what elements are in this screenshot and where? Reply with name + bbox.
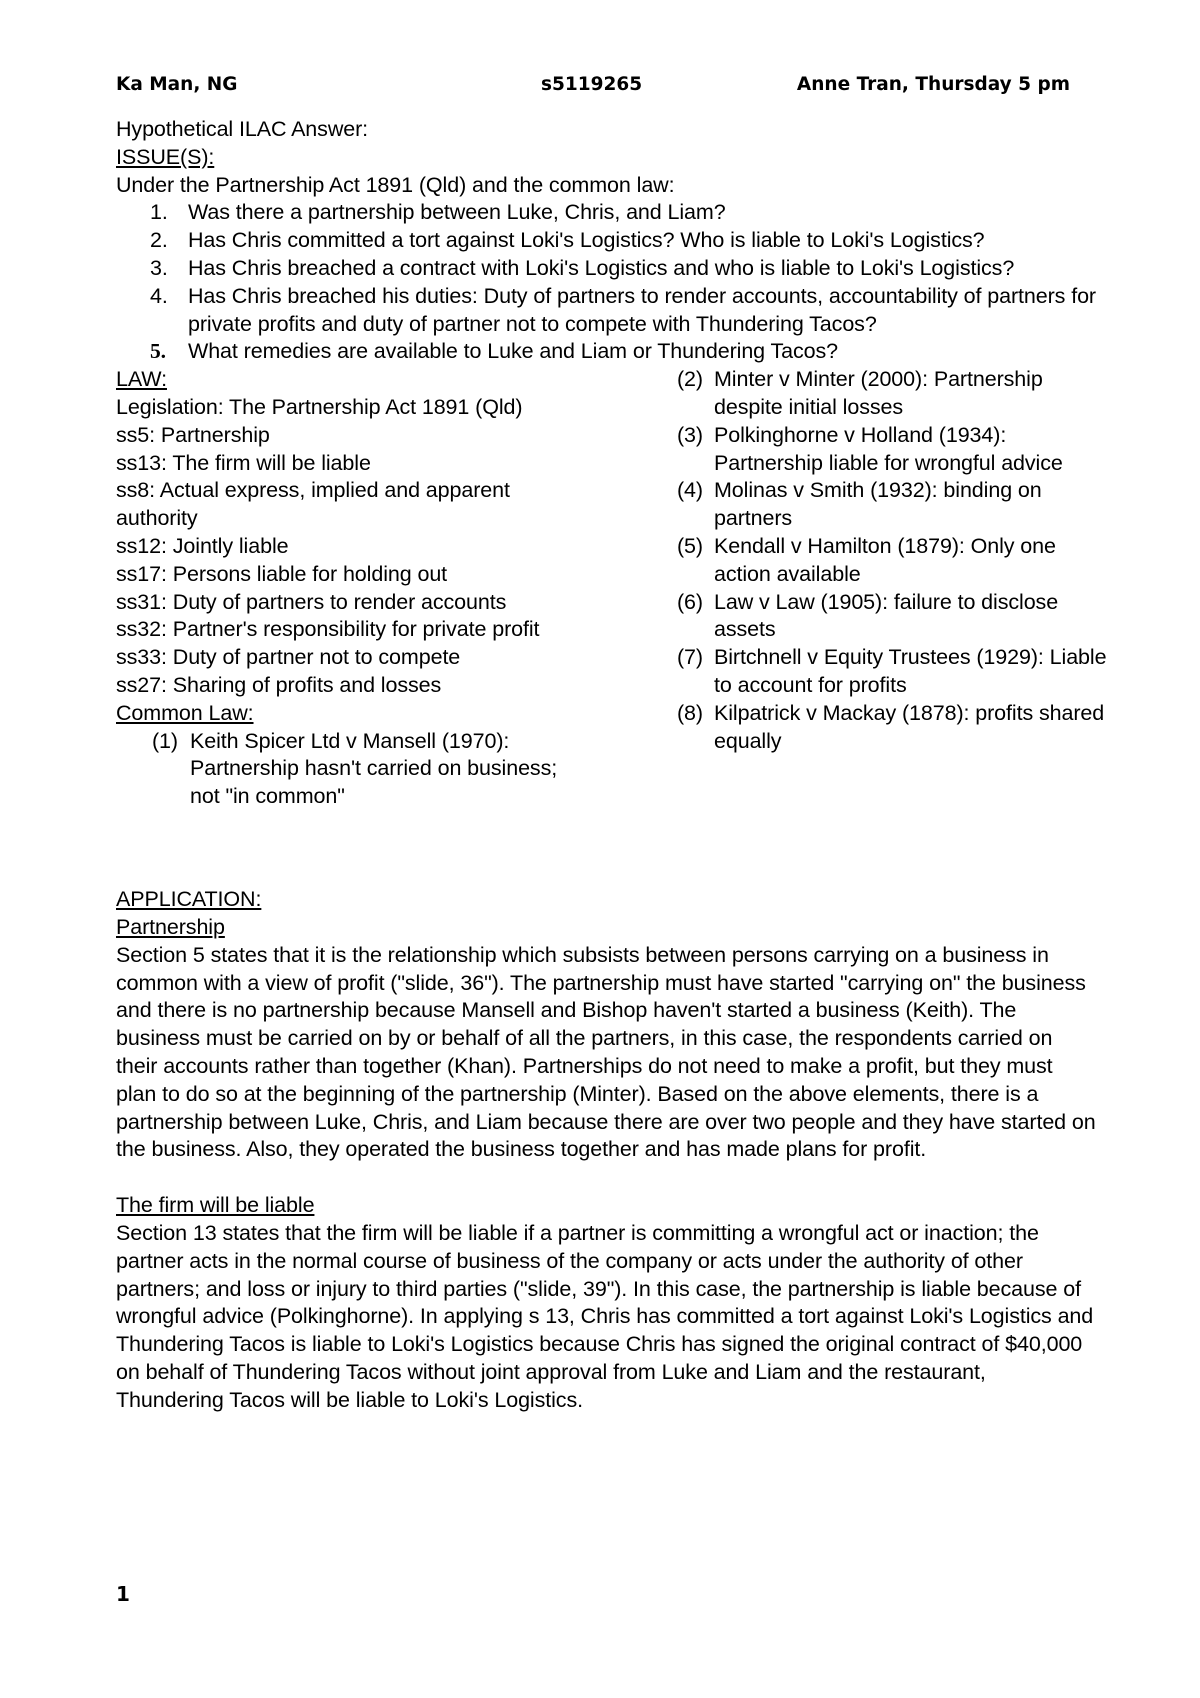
application-paragraph: Section 13 states that the firm will be liable if a partner is committing a wrongful act or inaction; the partner acts in the normal course of business of the company or acts under the authority of other partners; and loss or injury to third parties ("slide, 39"). In this case, the partnership is liable because of wrongful advice (Polkinghorne). In applying s 13, Chris has committed a tort against Loki's Logistics and Thundering Tacos is liable to Loki's Logistics because Chris has signed the original contract of $40,000 on behalf of Thundering Tacos without joint approval from Luke and Liam and the restaurant, Thundering Tacos will be liable to Loki's Logistics. <box>116 1220 1094 1412</box>
case-number: (4) <box>677 478 703 503</box>
list-number: 4. <box>150 283 168 308</box>
case-number: (1) <box>152 728 178 753</box>
document-body <box>116 116 1107 1415</box>
paragraph-spacer <box>116 1164 1096 1192</box>
list-item <box>116 227 1098 255</box>
application-paragraph: Section 5 states that it is the relationship which subsists between persons carrying on a business in common with a view of profit ("slide, 36"). The partnership must have started "carrying on" the business and there is no partnership because Mansell and Bishop haven't started a business (Keith). The business must be carried on by or behalf of all the partners, in this case, the respondents carried on their accounts rather than together (Khan). Partnerships do not need to make a profit, but they must plan to do so at the beginning of the partnership (Minter). Based on the above elements, there is a partnership between Luke, Chris, and Liam because there are over two people and they have started on the business. Also, they operated the business together and has made plans for profit. <box>116 942 1096 1162</box>
law-right-column <box>677 366 1107 755</box>
section-item: ss33: Duty of partner not to compete <box>116 645 461 670</box>
case-item <box>152 728 586 811</box>
case-text: Kilpatrick v Mackay (1878): profits shared equally <box>714 700 1105 753</box>
list-item <box>116 338 1098 366</box>
law-left-column <box>116 366 586 811</box>
case-text: Molinas v Smith (1932): binding on partners <box>714 478 1042 531</box>
case-item <box>677 477 1107 533</box>
list-number: 3. <box>150 255 168 280</box>
section-item: ss12: Jointly liable <box>116 533 289 558</box>
case-number: (7) <box>677 645 703 670</box>
case-number: (2) <box>677 367 703 392</box>
law-section <box>116 366 1107 886</box>
case-item <box>677 589 1107 645</box>
application-subheading: Partnership <box>116 914 225 939</box>
issue-list <box>116 199 1096 366</box>
issue-intro: Under the Partnership Act 1891 (Qld) and the common law: <box>116 172 675 197</box>
case-number: (3) <box>677 422 703 447</box>
case-item <box>677 422 1107 478</box>
case-number: (5) <box>677 533 703 558</box>
list-number: 1. <box>150 200 168 225</box>
case-text: Minter v Minter (2000): Partnership despite initial losses <box>714 367 1043 419</box>
list-text: Has Chris breached a contract with Loki's Logistics and who is liable to Loki's Logistics? <box>188 255 1015 280</box>
issue-heading: ISSUE(S): <box>116 144 215 169</box>
page-header <box>116 74 1070 104</box>
section-item: ss5: Partnership <box>116 422 270 447</box>
case-item <box>677 644 1107 700</box>
case-text: Law v Law (1905): failure to disclose assets <box>714 589 1059 642</box>
case-number: (6) <box>677 589 703 614</box>
legislation-line: Legislation: The Partnership Act 1891 (Qld) <box>116 394 523 419</box>
case-text: Polkinghorne v Holland (1934): Partnership liable for wrongful advice <box>714 422 1063 475</box>
section-item: ss13: The firm will be liable <box>116 450 371 475</box>
case-number: (8) <box>677 700 703 725</box>
application-heading: APPLICATION: <box>116 887 262 912</box>
list-item <box>116 255 1098 283</box>
document-title: Hypothetical ILAC Answer: <box>116 117 369 141</box>
page-number: 1 <box>116 1582 130 1606</box>
list-item <box>116 283 1098 339</box>
section-item: ss27: Sharing of profits and losses <box>116 672 442 697</box>
list-text: What remedies are available to Luke and Liam or Thundering Tacos? <box>188 339 839 364</box>
student-id: s5119265 <box>541 74 643 95</box>
list-number: 5. <box>150 339 166 364</box>
case-item <box>677 366 1107 422</box>
case-text: Keith Spicer Ltd v Mansell (1970): Partnership hasn't carried on business; not "in common" <box>190 728 558 809</box>
case-text: Birtchnell v Equity Trustees (1929): Liable to account for profits <box>714 645 1107 697</box>
list-text: Was there a partnership between Luke, Chris, and Liam? <box>188 200 726 225</box>
list-item <box>116 199 1098 227</box>
law-heading: LAW: <box>116 367 167 392</box>
section-item: ss32: Partner's responsibility for private profit <box>116 617 540 642</box>
list-text: Has Chris committed a tort against Loki's Logistics? Who is liable to Loki's Logistics? <box>188 228 985 253</box>
case-text: Kendall v Hamilton (1879): Only one action available <box>714 533 1056 586</box>
section-item: ss17: Persons liable for holding out <box>116 561 448 586</box>
tutor-info: Anne Tran, Thursday 5 pm <box>796 74 1070 95</box>
application-subheading: The firm will be liable <box>116 1193 315 1218</box>
list-text: Has Chris breached his duties: Duty of partners to render accounts, accountability of partners for private profits and duty of partner not to compete with Thundering Tacos? <box>188 283 1096 336</box>
author-name: Ka Man, NG <box>116 74 238 95</box>
common-law-heading: Common Law: <box>116 700 254 725</box>
section-item: ss31: Duty of partners to render accounts <box>116 589 507 614</box>
list-number: 2. <box>150 228 168 253</box>
section-item: ss8: Actual express, implied and apparent authority <box>116 478 510 531</box>
case-item <box>677 533 1107 589</box>
case-item <box>677 700 1107 756</box>
